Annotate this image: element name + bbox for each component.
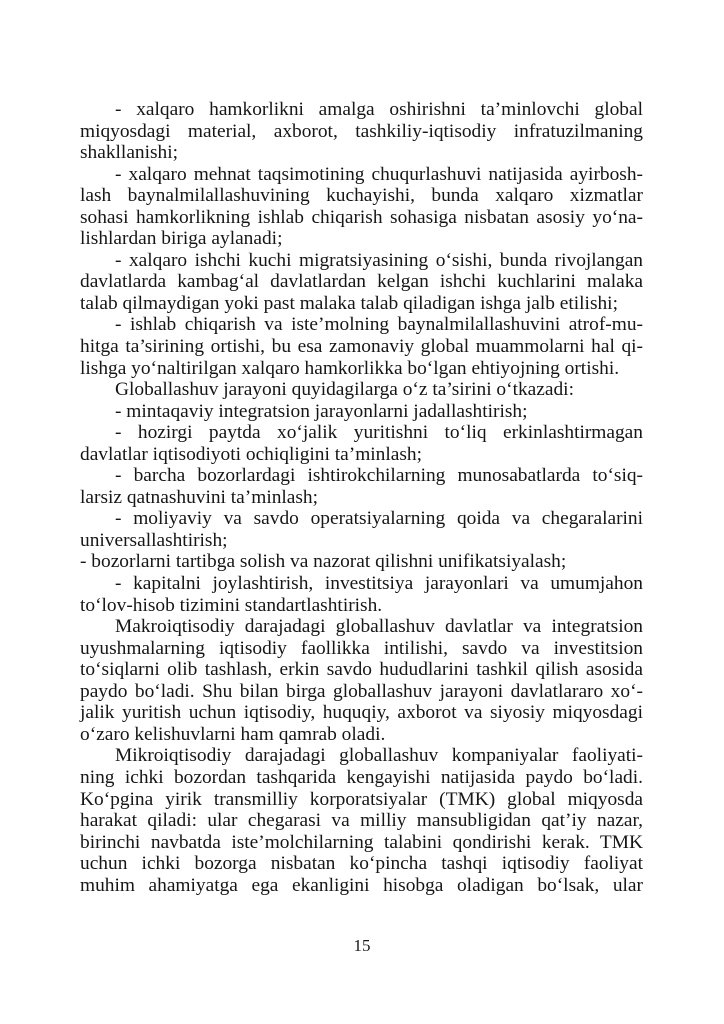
paragraph <box>80 508 643 551</box>
paragraph <box>80 465 643 508</box>
paragraph <box>80 164 643 250</box>
text-line: to‘siqlarni olib tashlash, erkin savdo hududlarini tashkil qilish asosida <box>80 659 643 681</box>
paragraph <box>80 551 643 573</box>
text-line: sohasi hamkorlikning ishlab chiqarish sohasiga nisbatan asosiy yo‘na- <box>80 206 643 228</box>
paragraph <box>80 616 643 745</box>
text-line: muhim ahamiyatga ega ekanligini hisobga oladigan bo‘lsak, ular <box>80 874 643 896</box>
text-line: shakllanishi; <box>80 142 179 164</box>
text-line: - kapitalni joylashtirish, investitsiya jarayonlari va umumjahon <box>115 573 643 595</box>
text-line: miqyosdagi material, axborot, tashkiliy-iqtisodiy infratuzilmaning <box>80 120 643 142</box>
text-line: uchun ichki bozorga nisbatan ko‘pincha tashqi iqtisodiy faoliyat <box>80 853 643 875</box>
text-line: to‘lov-hisob tizimini standartlashtirish. <box>80 594 383 616</box>
text-line: lishlardan biriga aylanadi; <box>80 228 283 250</box>
text-line: universallashtirish; <box>80 529 228 551</box>
text-line: paydo bo‘ladi. Shu bilan birga globallashuv jarayoni davlatlararo xo‘- <box>80 680 643 702</box>
text-line: - bozorlarni tartibga solish va nazorat qilishni unifikatsiyalash; <box>80 551 567 573</box>
text-line: davlatlarda kambag‘al davlatlardan kelgan ishchi kuchlarini malaka <box>80 271 643 293</box>
text-line: - xalqaro hamkorlikni amalga oshirishni ta’minlovchi global <box>115 99 643 120</box>
text-line: davlatlar iqtisodiyoti ochiqligini ta’minlash; <box>80 443 422 465</box>
text-line: lishga yo‘naltirilgan xalqaro hamkorlikka bo‘lgan ehtiyojning ortishi. <box>80 357 620 379</box>
paragraph <box>80 99 643 164</box>
document-body <box>80 99 643 896</box>
text-line: - hozirgi paytda xo‘jalik yuritishni to‘liq erkinlashtirmagan <box>115 422 643 444</box>
text-line: larsiz qatnashuvini ta’minlash; <box>80 486 319 508</box>
paragraph <box>80 314 643 379</box>
text-line: Globallashuv jarayoni quyidagilarga o‘z ta’sirini o‘tkazadi: <box>115 379 574 401</box>
paragraph <box>80 379 643 401</box>
text-line: Ko‘pgina yirik transmilliy korporatsiyalar (TMK) global miqyosda <box>80 788 643 810</box>
text-line: hitga ta’sirining ortishi, bu esa zamonaviy global muammolarni hal qi- <box>80 336 643 358</box>
text-line: o‘zaro kelishuvlarni ham qamrab oladi. <box>80 723 386 745</box>
text-line: jalik yuritish uchun iqtisodiy, huquqiy, axborot va siyosiy miqyosdagi <box>80 702 643 724</box>
text-line: - barcha bozorlardagi ishtirokchilarning munosabatlarda to‘siq- <box>115 465 643 487</box>
paragraph <box>80 401 643 423</box>
text-line: harakat qiladi: ular chegarasi va milliy mansubligidan qat’iy nazar, <box>80 810 643 832</box>
text-line: - xalqaro mehnat taqsimotining chuqurlashuvi natijasida ayirbosh- <box>115 163 643 185</box>
text-line: lash baynalmilallashuvining kuchayishi, bunda xalqaro xizmatlar <box>80 185 643 207</box>
text-line: - mintaqaviy integratsion jarayonlarni jadallashtirish; <box>115 400 528 422</box>
text-line: uyushmalarning iqtisodiy faollikka intilishi, savdo va investitsion <box>80 637 643 659</box>
page-number: 15 <box>353 936 371 955</box>
text-line: - moliyaviy va savdo operatsiyalarning qoida va chegaralarini <box>115 508 643 530</box>
text-line: ning ichki bozordan tashqarida kengayishi natijasida paydo bo‘ladi. <box>80 766 643 788</box>
paragraph <box>80 422 643 465</box>
text-line: talab qilmaydigan yoki past malaka talab qiladigan ishga jalb etilishi; <box>80 292 618 314</box>
paragraph <box>80 250 643 315</box>
text-line: birinchi navbatda iste’molchilarning talabini qondirishi kerak. TMK <box>80 831 643 853</box>
paragraph <box>80 745 643 896</box>
text-line: - ishlab chiqarish va iste’molning baynalmilallashuvini atrof-mu- <box>115 314 643 336</box>
text-line: - xalqaro ishchi kuchi migratsiyasining o‘sishi, bunda rivojlangan <box>115 249 643 271</box>
text-line: Mikroiqtisodiy darajadagi globallashuv kompaniyalar faoliyati- <box>115 745 643 767</box>
text-line: Makroiqtisodiy darajadagi globallashuv davlatlar va integratsion <box>115 616 643 638</box>
paragraph <box>80 573 643 616</box>
